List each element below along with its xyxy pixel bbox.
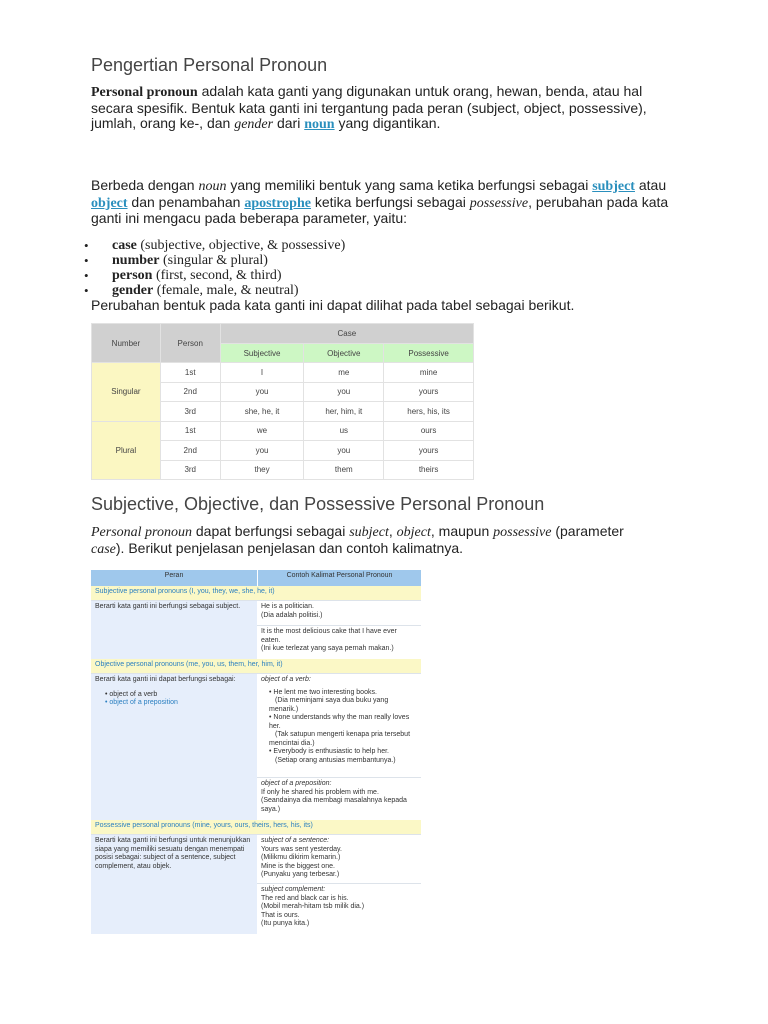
translation-text: (Dia meminjami saya dua buku yang menarik.) [269, 697, 389, 713]
possessive-subject-examples [257, 835, 421, 884]
text: dari [273, 115, 305, 131]
translation-text: (Mobil merah-hitam tsb milik dia.) [261, 903, 365, 910]
example-text: It is the most delicious cake that I have ever eaten. [261, 628, 397, 644]
cell-subjective: I [220, 363, 304, 383]
text: (parameter [551, 523, 624, 539]
cell-possessive: theirs [384, 460, 474, 480]
example-label: object of a preposition: [261, 780, 332, 787]
term: case [112, 238, 137, 253]
translation-text: (Itu punya kita.) [261, 920, 310, 927]
cell-possessive: yours [384, 382, 474, 402]
translation-text: (Setiap orang antusias membantunya.) [275, 756, 396, 764]
text: (female, male, & neutral) [153, 283, 299, 298]
text: ). Berikut penjelasan penjelasan dan contoh kalimatnya. [115, 539, 463, 556]
group-singular: Singular [92, 363, 161, 422]
cell-person: 1st [160, 363, 220, 383]
possessive-description: Berarti kata ganti ini berfungsi untuk menunjukkan siapa yang memiliki sesuatu dengan menempati posisi sebagai: subject of a sentence, subject complement, atau objek. [91, 835, 257, 934]
text: , perubahan pada kata ganti ini mengacu pada beberapa parameter, yaitu: [91, 193, 669, 226]
term: possessive [469, 195, 529, 211]
text: atau [634, 177, 667, 193]
cell-person: 3rd [160, 460, 220, 480]
cell-objective: me [304, 363, 384, 383]
header-peran: Peran [91, 570, 257, 586]
list-item [84, 268, 345, 283]
header-objective: Objective [304, 344, 384, 363]
section2-paragraph [91, 524, 636, 557]
pronoun-case-table [91, 323, 474, 480]
possessive-complement-examples [257, 884, 421, 934]
intro-paragraph [91, 84, 671, 133]
objective-verb-examples [257, 674, 421, 778]
table-row [92, 363, 474, 383]
translation-text: (Dia adalah politisi.) [261, 611, 323, 619]
text: (singular & plural) [159, 253, 268, 268]
list-item: • None understands why the man really loves her. (Tak satupun mengerti kenapa pria tersebut mencintai dia.) [269, 714, 411, 747]
text: dapat berfungsi sebagai [191, 523, 350, 539]
term: Personal pronoun [91, 525, 192, 540]
section-objective: Objective personal pronouns (me, you, us, them, her, him, it) [91, 659, 421, 674]
list-item [84, 253, 345, 268]
item-text: object of a preposition [109, 699, 178, 706]
term: subject [349, 525, 389, 540]
translation-text: (Ini kue terlezat yang saya pernah makan.) [261, 645, 394, 652]
header-subjective: Subjective [220, 344, 304, 363]
example-text: Yours was sent yesterday. [261, 845, 342, 853]
translation-text: (Milikmu dikirim kemarin.) [261, 854, 341, 861]
cell-subjective: they [220, 460, 304, 480]
cell-subjective: we [220, 421, 304, 441]
text: dan penambahan [127, 193, 245, 210]
example-text: Mine is the biggest one. [261, 862, 335, 870]
header-possessive: Possessive [384, 344, 474, 363]
example-text: He lent me two interesting books. [273, 688, 377, 696]
list-item [84, 283, 345, 298]
translation-text: (Tak satupun mengerti kenapa pria tersebut mencintai dia.) [269, 731, 411, 747]
list-item: • Everybody is enthusiastic to help her. (Setiap orang antusias membantunya.) [269, 748, 396, 764]
header-number: Number [92, 324, 161, 363]
section-title: Subjective, Objective, dan Possessive Personal Pronoun [91, 494, 545, 514]
cell-objective: them [304, 460, 384, 480]
noun-link[interactable]: noun [304, 117, 335, 132]
list-item: • He lent me two interesting books. (Dia meminjami saya dua buku yang menarik.) [269, 688, 389, 713]
object-link[interactable]: object [91, 195, 128, 211]
cell-person: 2nd [160, 382, 220, 402]
cell-possessive: yours [384, 441, 474, 461]
term: case [91, 541, 116, 557]
text: yang memiliki bentuk yang sama ketika berfungsi sebagai [226, 177, 593, 193]
cell-objective: her, him, it [304, 402, 384, 422]
header-contoh: Contoh Kalimat Personal Pronoun [257, 570, 421, 586]
text: Berbeda dengan [91, 177, 199, 193]
example-text: The red and black car is his. [261, 894, 349, 902]
text: (first, second, & third) [152, 268, 282, 283]
subjective-example-2 [257, 626, 421, 659]
text: ketika berfungsi sebagai [310, 193, 470, 210]
example-text: Everybody is enthusiastic to help her. [273, 748, 389, 755]
cell-person: 2nd [160, 441, 220, 461]
parameter-list [84, 238, 345, 298]
cell-possessive: hers, his, its [384, 402, 474, 422]
subjective-example-1 [257, 601, 421, 626]
subjective-description: Berarti kata ganti ini berfungsi sebagai subject. [91, 601, 257, 659]
list-item: • object of a verb [105, 690, 158, 698]
table-intro: Perubahan bentuk pada kata ganti ini dapat dilihat pada tabel sebagai berikut. [91, 297, 575, 313]
term: possessive [493, 525, 552, 540]
group-plural: Plural [92, 421, 161, 480]
list-item: • object of a preposition [105, 699, 178, 706]
header-person: Person [160, 324, 220, 363]
cell-objective: us [304, 421, 384, 441]
translation-text: (Seandainya dia membagi masalahnya kepada saya.) [261, 797, 407, 813]
description-text: Berarti kata ganti ini dapat berfungsi sebagai: [95, 676, 236, 683]
cell-subjective: you [220, 441, 304, 461]
objective-description [91, 674, 257, 820]
pronoun-role-table [91, 570, 421, 934]
parameter-paragraph [91, 178, 676, 227]
objective-preposition-example [257, 778, 421, 820]
term: person [112, 268, 153, 283]
text: adalah kata ganti yang digunakan untuk orang, hewan, benda, atau hal secara spesifik. Bentuk kata ganti ini tergantung pada peran (subject, object, possessive), jumlah, orang ke-, dan [91, 83, 647, 131]
translation-text: (Punyaku yang terbesar.) [261, 871, 340, 878]
cell-possessive: ours [384, 421, 474, 441]
example-label: subject complement: [261, 886, 326, 893]
apostrophe-link[interactable]: apostrophe [244, 195, 311, 211]
section-title: Pengertian Personal Pronoun [91, 55, 328, 75]
table-row [92, 421, 474, 441]
term: gender [234, 117, 274, 132]
example-text: That is ours. [261, 911, 300, 919]
item-text: object of a verb [109, 690, 158, 698]
text: , maupun [430, 523, 494, 539]
subject-link[interactable]: subject [592, 179, 635, 194]
section-possessive: Possessive personal pronouns (mine, yours, ours, theirs, hers, his, its) [91, 820, 421, 835]
term: noun [198, 179, 227, 194]
text: yang digantikan. [334, 115, 441, 131]
cell-subjective: you [220, 382, 304, 402]
term: number [112, 253, 160, 268]
example-text: He is a politician. [261, 603, 314, 610]
example-text: None understands why the man really loves her. [269, 714, 410, 730]
section-subjective: Subjective personal pronouns (I, you, they, we, she, he, it) [91, 586, 421, 601]
cell-person: 1st [160, 421, 220, 441]
text: , [388, 523, 397, 539]
cell-subjective: she, he, it [220, 402, 304, 422]
header-case: Case [220, 324, 473, 344]
example-text: If only he shared his problem with me. [261, 788, 379, 796]
cell-objective: you [304, 382, 384, 402]
term: object [396, 525, 431, 540]
cell-person: 3rd [160, 402, 220, 422]
term: gender [112, 283, 154, 298]
text: (subjective, objective, & possessive) [136, 238, 346, 253]
cell-objective: you [304, 441, 384, 461]
list-item [84, 238, 345, 253]
cell-possessive: mine [384, 363, 474, 383]
example-label: object of a verb: [261, 676, 311, 683]
term: Personal pronoun [91, 85, 198, 100]
example-label: subject of a sentence: [261, 837, 330, 844]
